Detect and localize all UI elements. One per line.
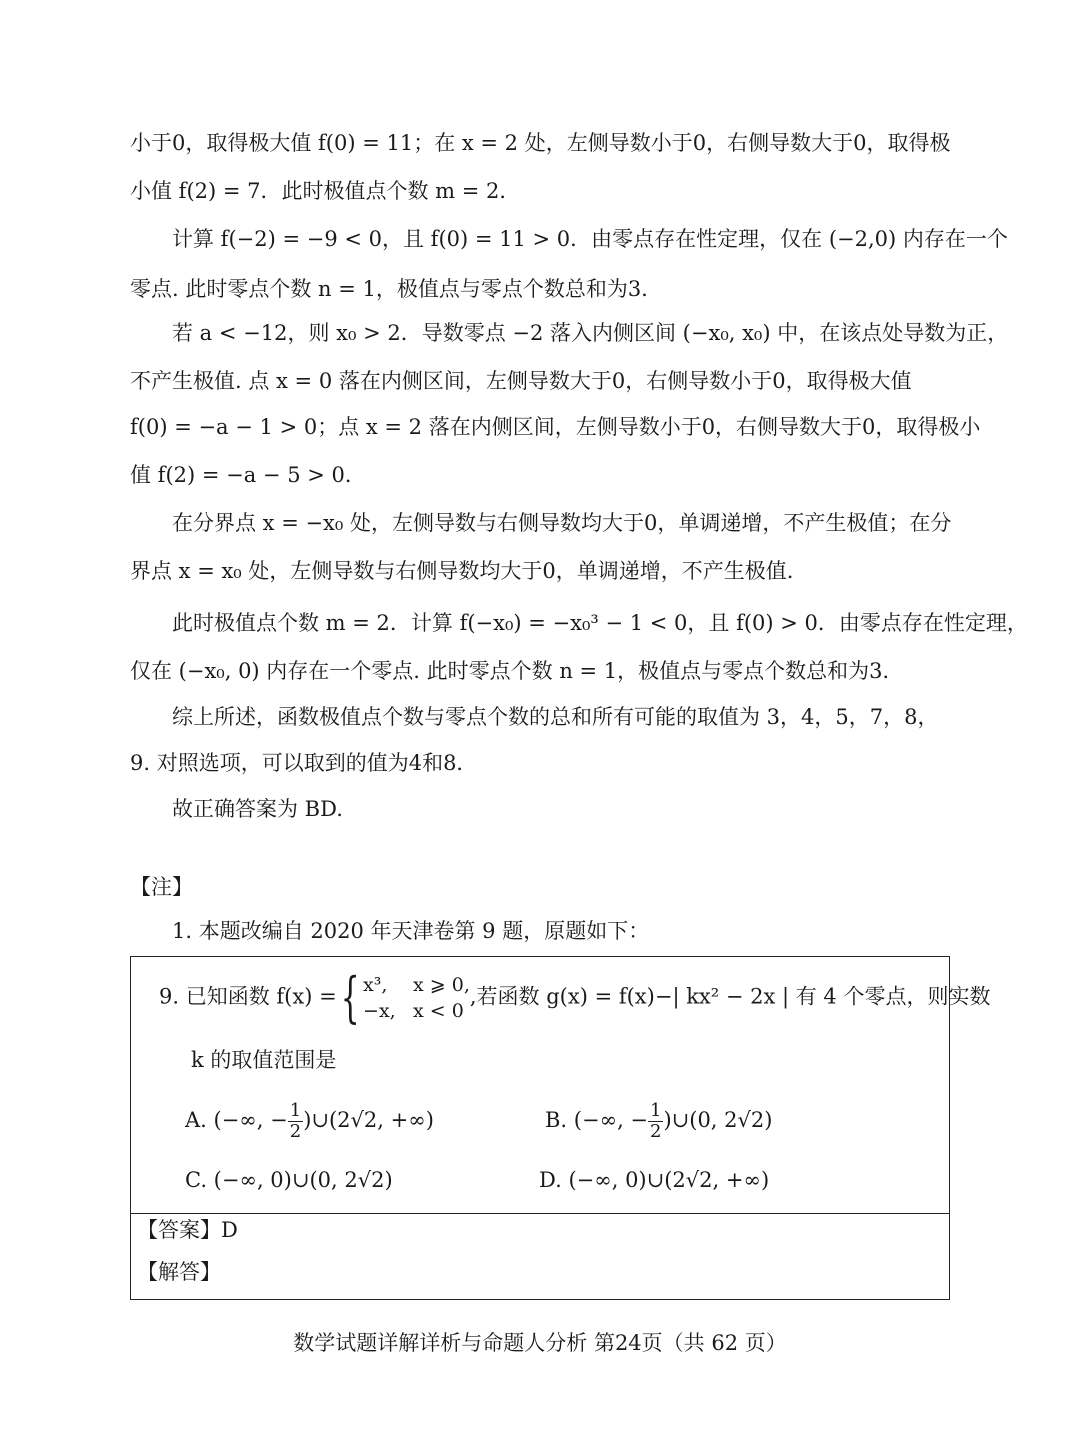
piece1-cond: x ⩾ 0, — [413, 974, 470, 996]
body-line-2: 小值 f(2) = 7．此时极值点个数 m = 2． — [130, 179, 521, 203]
note-heading: 【注】 — [130, 875, 193, 899]
body-line-14: 9. 对照选项，可以取到的值为4和8． — [130, 751, 478, 775]
body-line-11: 此时极值点个数 m = 2．计算 f(−x₀) = −x₀³ − 1 < 0，且 f(0) > 0．由零点存在性定理， — [172, 611, 1028, 635]
piece2-expr: −x, — [363, 1000, 396, 1022]
body-line-1: 小于0，取得极大值 f(0) = 11；在 x = 2 处，左侧导数小于0，右侧导数大于0，取得极 — [130, 131, 951, 155]
option-c: C. (−∞, 0)∪(0, 2√2) — [185, 1168, 393, 1192]
body-line-3: 计算 f(−2) = −9 < 0，且 f(0) = 11 > 0．由零点存在性定理，仅在 (−2,0) 内存在一个 — [172, 227, 1008, 251]
option-a: A. (−∞, − $\frac{1}{2}$ )∪(2√2, +∞) — [185, 1100, 434, 1142]
body-line-4: 零点. 此时零点个数 n = 1，极值点与零点个数总和为3． — [130, 277, 663, 301]
answer-line: 【答案】D — [137, 1218, 238, 1242]
question-prefix: 9. 已知函数 f(x) = — [159, 984, 337, 1009]
solution-label: 【解答】 — [137, 1260, 221, 1284]
piece1-expr: x³, — [363, 974, 388, 996]
body-line-8: 值 f(2) = −a − 5 > 0． — [130, 463, 366, 487]
body-line-9: 在分界点 x = −x₀ 处，左侧导数与右侧导数均大于0，单调递增，不产生极值；在分 — [172, 511, 952, 535]
body-line-6: 不产生极值. 点 x = 0 落在内侧区间，左侧导数大于0，右侧导数小于0，取得极大值 — [130, 369, 912, 393]
page-footer: 数学试题详解详析与命题人分析 第24页（共 62 页） — [293, 1331, 787, 1355]
left-brace: { — [340, 966, 360, 1029]
option-d: D. (−∞, 0)∪(2√2, +∞) — [539, 1168, 770, 1192]
box-divider — [131, 1213, 949, 1214]
question-suffix: ,若函数 g(x) = f(x)−| kx² − 2x | 有 4 个零点，则实数 — [469, 984, 991, 1009]
note-item-1: 1. 本题改编自 2020 年天津卷第 9 题，原题如下： — [172, 919, 650, 943]
body-line-7: f(0) = −a − 1 > 0；点 x = 2 落在内侧区间，左侧导数小于0，右侧导数大于0，取得极小 — [130, 415, 981, 439]
piece2-cond: x < 0 — [413, 1000, 464, 1022]
question-box — [130, 956, 991, 1300]
body-line-5: 若 a < −12，则 x₀ > 2．导数零点 −2 落入内侧区间 (−x₀, x₀) 中，在该点处导数为正， — [172, 321, 1009, 345]
fraction: $\frac{1}{2}$ — [650, 1100, 662, 1142]
option-b: B. (−∞, − $\frac{1}{2}$ )∪(0, 2√2) — [545, 1100, 773, 1142]
body-line-13: 综上所述，函数极值点个数与零点个数的总和所有可能的取值为 3，4，5，7，8， — [172, 705, 939, 729]
fraction: $\frac{1}{2}$ — [289, 1100, 302, 1142]
question-line-1 — [159, 966, 991, 1029]
body-line-10: 界点 x = x₀ 处，左侧导数与右侧导数均大于0，单调递增，不产生极值. — [130, 559, 794, 583]
piecewise-definition — [363, 972, 470, 1024]
question-line-2: k 的取值范围是 — [191, 1048, 337, 1072]
body-line-12: 仅在 (−x₀, 0) 内存在一个零点. 此时零点个数 n = 1，极值点与零点个数总和为3． — [130, 659, 904, 683]
body-line-15: 故正确答案为 BD. — [172, 797, 343, 821]
